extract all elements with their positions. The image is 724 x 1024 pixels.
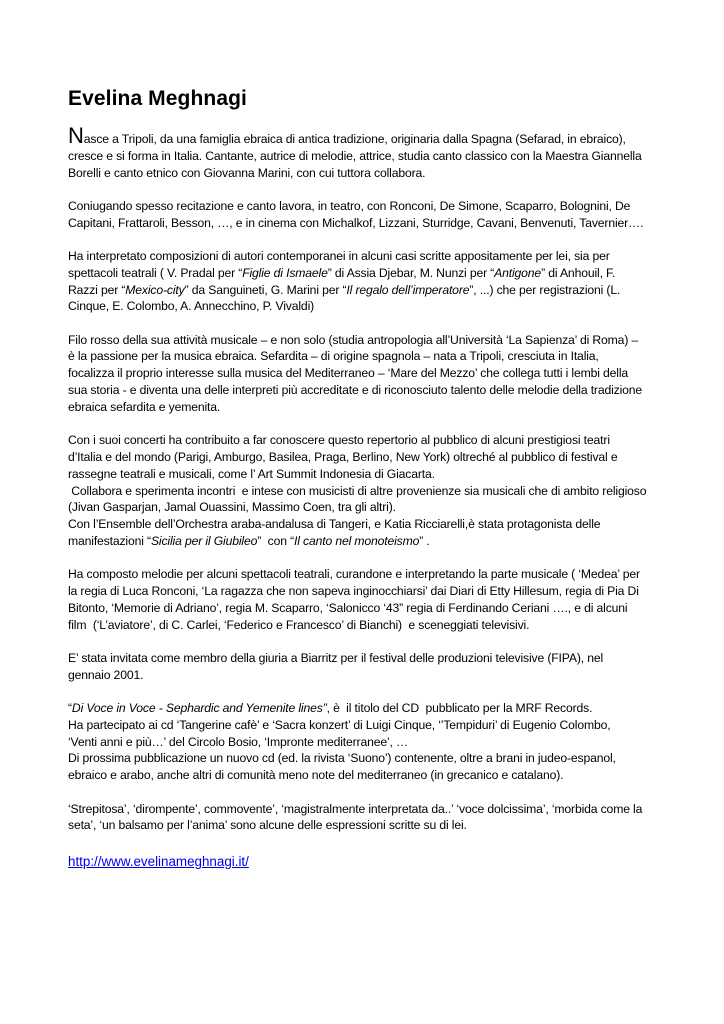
text-line: Di prossima pubblicazione un nuovo cd (ed. la rivista ‘Suono’) contenente, oltre a brani in judeo-espanol, — [68, 751, 616, 766]
bio-intro-paragraph — [68, 123, 668, 181]
drop-cap: N — [68, 123, 84, 148]
text-line: E’ stata invitata come membro della giuria a Biarritz per il festival delle produzioni televisive (FIPA), nel — [68, 650, 604, 665]
text-line: gennaio 2001. — [68, 667, 144, 682]
text-line: (Jivan Gasparjan, Jamal Ouassini, Massimo Coen, tra gli altri). — [68, 500, 396, 515]
text-line: spettacoli teatrali ( V. Pradal per “Figlie di Ismaele” di Assia Djebar, M. Nunzi per “Antigone” di Anhouil, F. — [68, 265, 616, 280]
text-line: rassegne teatrali e musicali, come l’ Art Summit Indonesia di Giacarta. — [68, 466, 435, 481]
text-line: Ha partecipato ai cd ‘Tangerine cafè’ e ‘Sacra konzert’ di Luigi Cinque, ‘’Tempiduri’ di Eugenio Colombo, — [68, 717, 611, 732]
text-line: ebraica sefardita e yemenita. — [68, 399, 221, 414]
concerts-paragraph — [68, 432, 668, 550]
text-line: Collabora e sperimenta incontri e intese con musicisti di altre provenienze sia musicali che di ambito religioso — [68, 483, 647, 498]
album-title: Di Voce in Voce - Sephardic and Yemenite lines” — [71, 701, 327, 716]
compositions-paragraph — [68, 566, 668, 633]
text-line: ebraico e arabo, anche altri di comunità meno note del mediterraneo (in grecanico e catalano). — [68, 768, 564, 783]
page-title: Evelina Meghnagi — [68, 87, 247, 110]
text-line: cresce e si forma in Italia. Cantante, autrice di melodie, attrice, studia canto classico con la Maestra Giannella — [68, 148, 642, 163]
text-line: film (‘L’aviatore’, di C. Carlei, ‘Federico e Francesco’ di Bianchi) e sceneggiati televisivi. — [68, 617, 530, 632]
text-line: Ha interpretato composizioni di autori contemporanei in alcuni casi scritte appositamente per lei, sia per — [68, 248, 610, 263]
website-link[interactable]: http://www.evelinameghnagi.it/ — [68, 853, 249, 869]
text-line: Con i suoi concerti ha contribuito a far conoscere questo repertorio al pubblico di alcuni prestigiosi teatri — [68, 433, 610, 448]
text-line: seta’, ‘un balsamo per l’anima’ sono alcune delle espressioni scritte su di lei. — [68, 818, 467, 833]
text-line: Borelli e canto etnico con Giovanna Marini, con cui tuttora collabora. — [68, 165, 426, 180]
text-line: Capitani, Frattaroli, Besson, …, e in cinema con Michalkof, Lizzani, Sturridge, Cavani, Benvenuti, Tavernier…. — [68, 215, 644, 230]
text-line: d’Italia e del mondo (Parigi, Amburgo, Basilea, Praga, Berlino, New York) oltreché al pubblico di festival e — [68, 449, 618, 464]
text-line: focalizza il proprio interesse sulla musica del Mediterraneo – ‘Mare del Mezzo’ che collega tutti i lembi della — [68, 366, 629, 381]
text-line: Bitonto, ‘Memorie di Adriano’, regia M. Scaparro, ‘Salonicco ‘43” regia di Ferdinando Ceriani …., e di alcuni — [68, 600, 628, 615]
text-line: manifestazioni “Sicilia per il Giubileo” con “Il canto nel monoteismo” . — [68, 533, 430, 548]
text-line: ‘Strepitosa’, ‘dirompente’, commovente’, ‘magistralmente interpretata da..’ ‘voce dolcissima’, ‘morbida come la — [68, 801, 643, 816]
text-line: ‘Venti anni e più…’ del Circolo Bosio, ‘Impronte mediterranee’, … — [68, 734, 409, 749]
text-line: sua storia - e diventa una delle interpreti più accreditate e di riconosciuto talento delle melodie della tradizione — [68, 383, 643, 398]
work-title: Figlie di Ismaele — [242, 265, 328, 280]
jewish-music-paragraph — [68, 332, 668, 416]
press-quotes-paragraph — [68, 801, 668, 835]
text-line: Con l’Ensemble dell’Orchestra araba-andalusa di Tangeri, e Katia Ricciarelli,è stata protagonista delle — [68, 517, 601, 532]
event-title: Sicilia per il Giubileo — [150, 533, 258, 548]
text-line: Coniugando spesso recitazione e canto lavora, in teatro, con Ronconi, De Simone, Scaparro, Bolognini, De — [68, 198, 631, 213]
text-line: è la passione per la musica ebraica. Sefardita – di origine spagnola – nata a Tripoli, cresciuta in Italia, — [68, 349, 599, 364]
jury-paragraph — [68, 650, 668, 684]
text-line: “Di Voce in Voce - Sephardic and Yemenite lines”, è il titolo del CD pubblicato per la MRF Records. — [68, 701, 593, 716]
theatre-cinema-paragraph — [68, 198, 668, 232]
contemporary-compositions-paragraph — [68, 248, 668, 315]
text-line: Nasce a Tripoli, da una famiglia ebraica di antica tradizione, originaria dalla Spagna (Sefarad, in ebraico), — [68, 123, 626, 148]
text-line: Razzi per “Mexico-city” da Sanguineti, G. Marini per “Il regalo dell’imperatore”, ...) che per registrazioni (L. — [68, 282, 621, 297]
document-page — [68, 86, 668, 871]
work-title: Antigone — [494, 265, 542, 280]
discography-paragraph — [68, 700, 668, 784]
text-line: Cinque, E. Colombo, A. Annecchino, P. Vivaldi) — [68, 299, 315, 314]
work-title: Mexico-city — [125, 282, 185, 297]
event-title: Il canto nel monoteismo — [293, 533, 420, 548]
text-line: Ha composto melodie per alcuni spettacoli teatrali, curandone e interpretando la parte musicale ( ‘Medea’ per — [68, 567, 640, 582]
work-title: Il regalo dell’imperatore — [346, 282, 470, 297]
text-line: Filo rosso della sua attività musicale – e non solo (studia antropologia all’Università ‘La Sapienza’ di Roma) – — [68, 332, 639, 347]
text-line: la regia di Luca Ronconi, ‘La ragazza che non sapeva inginocchiarsi’ dai Diari di Etty Hillesum, regia di Pia Di — [68, 584, 639, 599]
